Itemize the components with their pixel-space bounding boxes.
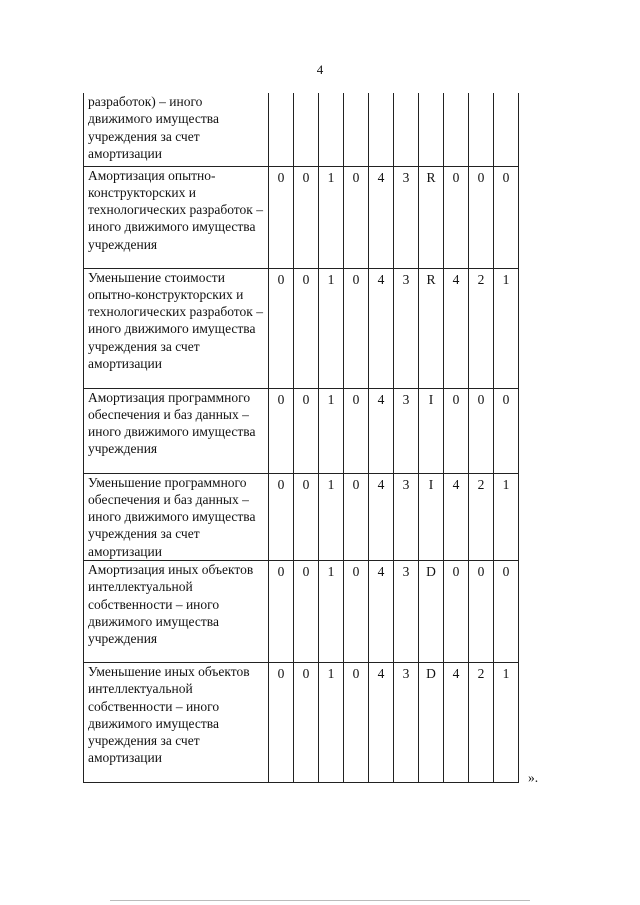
code-digit-5: 4 [369,560,394,662]
code-digit-7: D [419,662,444,782]
row-description: Уменьшение стоимости опытно-конструкторских и технологических разработок – иного движимого имущества учреждения за счет амортизации [84,268,269,388]
code-digit-4: 0 [344,662,369,782]
row-description: Амортизация опытно-конструкторских и технологических разработок – иного движимого имущества учреждения [84,166,269,268]
code-digit-3: 1 [319,662,344,782]
code-digit-5: 4 [369,662,394,782]
code-digit-3 [319,93,344,166]
table-row [84,268,519,388]
code-digit-4: 0 [344,268,369,388]
code-digit-8: 0 [444,166,469,268]
code-digit-6: 3 [394,388,419,473]
code-digit-2: 0 [294,473,319,560]
code-digit-7: I [419,473,444,560]
row-description: Уменьшение иных объектов интеллектуальной собственности – иного движимого имущества учреждения за счет амортизации [84,662,269,782]
code-digit-1: 0 [269,473,294,560]
code-digit-4: 0 [344,473,369,560]
code-digit-6: 3 [394,662,419,782]
code-digit-10: 1 [494,662,519,782]
code-digit-10: 1 [494,268,519,388]
code-digit-8 [444,93,469,166]
code-digit-1 [269,93,294,166]
code-digit-6: 3 [394,473,419,560]
account-codes-table [83,93,519,783]
code-digit-7: I [419,388,444,473]
code-digit-7: R [419,166,444,268]
code-digit-5: 4 [369,473,394,560]
code-digit-2: 0 [294,268,319,388]
closing-quote: ». [528,770,539,785]
code-digit-10: 0 [494,166,519,268]
code-digit-7 [419,93,444,166]
code-digit-4: 0 [344,166,369,268]
code-digit-2: 0 [294,166,319,268]
code-digit-6: 3 [394,166,419,268]
code-digit-2: 0 [294,388,319,473]
table-row [84,388,519,473]
code-digit-9: 2 [469,662,494,782]
code-digit-9: 2 [469,473,494,560]
table-row [84,662,519,782]
code-digit-9: 2 [469,268,494,388]
code-digit-2: 0 [294,560,319,662]
code-digit-4 [344,93,369,166]
code-digit-1: 0 [269,560,294,662]
code-digit-2 [294,93,319,166]
code-digit-4: 0 [344,388,369,473]
table-row [84,93,519,166]
code-digit-1: 0 [269,166,294,268]
code-digit-9: 0 [469,388,494,473]
code-digit-5: 4 [369,388,394,473]
code-digit-3: 1 [319,388,344,473]
code-digit-6 [394,93,419,166]
code-digit-10: 0 [494,560,519,662]
code-digit-10 [494,93,519,166]
code-digit-10: 0 [494,388,519,473]
code-digit-9: 0 [469,560,494,662]
code-digit-7: D [419,560,444,662]
code-digit-3: 1 [319,268,344,388]
code-digit-1: 0 [269,388,294,473]
code-digit-10: 1 [494,473,519,560]
row-description: Уменьшение программного обеспечения и баз данных – иного движимого имущества учреждения за счет амортизации [84,473,269,560]
bottom-rule [110,900,530,901]
code-digit-5: 4 [369,268,394,388]
code-digit-3: 1 [319,560,344,662]
code-digit-9 [469,93,494,166]
code-digit-3: 1 [319,166,344,268]
code-digit-3: 1 [319,473,344,560]
code-digit-6: 3 [394,560,419,662]
code-digit-8: 4 [444,268,469,388]
table-row [84,473,519,560]
code-digit-6: 3 [394,268,419,388]
code-digit-8: 4 [444,662,469,782]
code-digit-1: 0 [269,662,294,782]
code-digit-4: 0 [344,560,369,662]
code-digit-9: 0 [469,166,494,268]
code-digit-1: 0 [269,268,294,388]
code-digit-8: 0 [444,388,469,473]
code-digit-5: 4 [369,166,394,268]
row-description: Амортизация иных объектов интеллектуальной собственности – иного движимого имущества учреждения [84,560,269,662]
row-description: разработок) – иного движимого имущества учреждения за счет амортизации [84,93,269,166]
table-row [84,560,519,662]
page-number: 4 [316,62,324,77]
table-row [84,166,519,268]
code-digit-7: R [419,268,444,388]
row-description: Амортизация программного обеспечения и баз данных – иного движимого имущества учреждения [84,388,269,473]
code-digit-2: 0 [294,662,319,782]
code-digit-5 [369,93,394,166]
code-digit-8: 4 [444,473,469,560]
code-digit-8: 0 [444,560,469,662]
